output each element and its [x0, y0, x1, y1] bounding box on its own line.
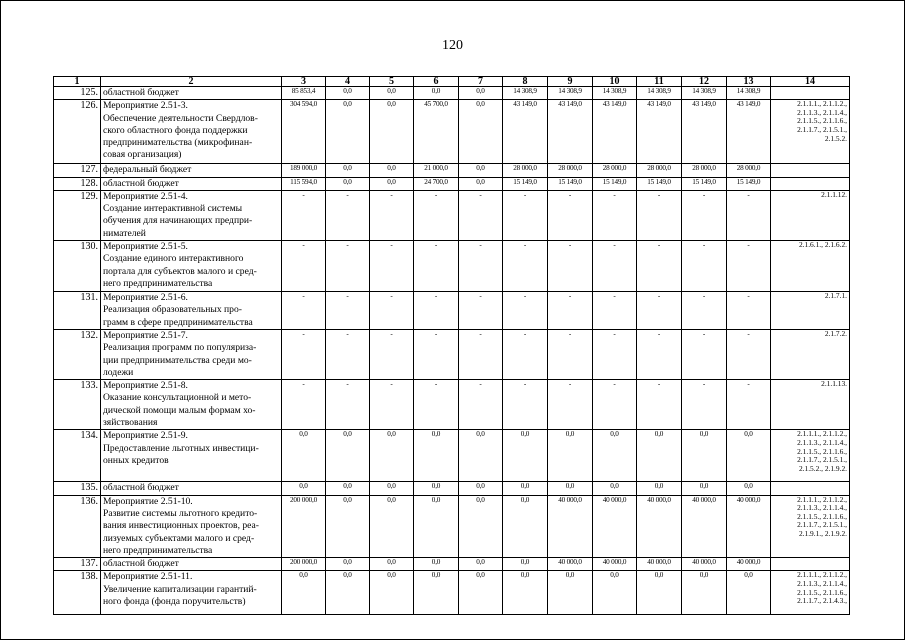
value-cell: - [370, 241, 414, 292]
table-row [54, 177, 850, 190]
activity-line: зяйствования [103, 417, 158, 429]
target-refs-cell [771, 495, 850, 557]
header-cell: 4 [326, 77, 370, 87]
value-cell: - [727, 292, 771, 330]
value-cell: 14 308,9 [593, 87, 637, 100]
value-cell: 43 149,0 [548, 100, 593, 164]
table-row [54, 329, 850, 379]
activity-cell [101, 571, 282, 615]
value-cell: 0,0 [370, 482, 414, 495]
table-row [54, 100, 850, 164]
value-cell: - [414, 292, 459, 330]
value-cell: 14 308,9 [548, 87, 593, 100]
value-cell: - [727, 190, 771, 240]
activity-cell [101, 100, 282, 164]
row-number: 130. [54, 241, 101, 292]
value-cell: 21 000,0 [414, 164, 459, 177]
value-cell: 43 149,0 [727, 100, 771, 164]
activity-line: грамм в сфере предпринимательства [103, 316, 253, 328]
target-ref: 2.1.1.3., 2.1.1.4., [797, 503, 847, 513]
value-cell: - [326, 292, 370, 330]
value-cell: - [682, 190, 727, 240]
value-cell: 15 149,0 [682, 177, 727, 190]
row-number: 135. [54, 482, 101, 495]
value-cell: 15 149,0 [503, 177, 548, 190]
table-row [54, 164, 850, 177]
value-cell: - [503, 190, 548, 240]
activity-line: Мероприятие 2.51-11. [103, 571, 193, 583]
target-ref: 2.1.1.7., 2.1.5.1., [797, 520, 847, 530]
target-ref: 2.1.1.5., 2.1.1.6., [797, 446, 847, 456]
value-cell: 40 000,0 [548, 558, 593, 571]
value-cell: 0,0 [370, 177, 414, 190]
target-ref: 2.1.1.5., 2.1.1.6., [797, 116, 847, 126]
value-cell: 0,0 [326, 177, 370, 190]
value-cell: - [414, 380, 459, 430]
value-cell: - [282, 380, 326, 430]
target-refs-cell [771, 100, 850, 164]
value-cell: 0,0 [593, 430, 637, 482]
row-number: 126. [54, 100, 101, 164]
target-refs-cell [771, 482, 850, 495]
value-cell: 0,0 [370, 100, 414, 164]
value-cell: 0,0 [414, 571, 459, 615]
activity-cell [101, 87, 282, 100]
header-cell: 13 [727, 77, 771, 87]
value-cell: - [459, 292, 503, 330]
header-cell: 14 [771, 77, 850, 87]
activity-line: Развитие системы льготного кредито- [103, 507, 258, 519]
value-cell: 0,0 [593, 571, 637, 615]
value-cell: - [282, 241, 326, 292]
activity-line: Мероприятие 2.51-10. [103, 495, 193, 507]
activity-line: ского областного фонда поддержки [103, 124, 248, 136]
value-cell: 0,0 [326, 558, 370, 571]
activity-line: федеральный бюджет [103, 164, 192, 176]
value-cell: - [459, 329, 503, 379]
value-cell: 0,0 [326, 482, 370, 495]
header-cell: 3 [282, 77, 326, 87]
activity-line: Мероприятие 2.51-5. [103, 241, 188, 253]
value-cell: 0,0 [370, 558, 414, 571]
value-cell: - [414, 329, 459, 379]
value-cell: - [282, 292, 326, 330]
value-cell: - [282, 329, 326, 379]
value-cell: 15 149,0 [727, 177, 771, 190]
header-cell: 7 [459, 77, 503, 87]
value-cell: 14 308,9 [637, 87, 682, 100]
target-ref: 2.1.6.1., 2.1.6.2. [798, 240, 847, 250]
table-row [54, 571, 850, 615]
value-cell: 0,0 [503, 495, 548, 557]
activity-cell [101, 380, 282, 430]
value-cell: 0,0 [414, 430, 459, 482]
target-ref: 2.1.1.5., 2.1.1.6., [797, 587, 847, 597]
target-ref: 2.1.1.7., 2.1.5.1., [797, 455, 847, 465]
value-cell: - [548, 292, 593, 330]
target-refs-cell [771, 241, 850, 292]
value-cell: - [459, 190, 503, 240]
value-cell: 14 308,9 [727, 87, 771, 100]
value-cell: - [503, 241, 548, 292]
header-row [54, 77, 850, 87]
table-row [54, 241, 850, 292]
activity-line: лодежи [103, 366, 134, 378]
row-number: 131. [54, 292, 101, 330]
value-cell: 0,0 [459, 164, 503, 177]
target-ref: 2.1.1.1., 2.1.1.2., [797, 99, 847, 109]
value-cell: 40 000,0 [682, 558, 727, 571]
value-cell: 0,0 [548, 571, 593, 615]
table-row [54, 292, 850, 330]
activity-line: областной бюджет [103, 482, 179, 494]
value-cell: - [370, 380, 414, 430]
value-cell: 40 000,0 [637, 558, 682, 571]
activity-line: дической помощи малым формам хо- [103, 404, 256, 416]
value-cell: 24 700,0 [414, 177, 459, 190]
header-cell: 12 [682, 77, 727, 87]
value-cell: 0,0 [414, 495, 459, 557]
target-ref: 2.1.5.2., 2.1.9.2. [798, 463, 847, 473]
row-number: 132. [54, 329, 101, 379]
value-cell: - [593, 380, 637, 430]
value-cell: - [503, 380, 548, 430]
target-refs-cell [771, 380, 850, 430]
value-cell: 0,0 [326, 495, 370, 557]
value-cell: 0,0 [282, 430, 326, 482]
activity-cell [101, 241, 282, 292]
value-cell: - [326, 190, 370, 240]
value-cell: - [593, 241, 637, 292]
value-cell: 28 000,0 [682, 164, 727, 177]
value-cell: 304 594,0 [282, 100, 326, 164]
value-cell: 0,0 [370, 495, 414, 557]
activity-line: областной бюджет [103, 177, 179, 189]
value-cell: - [727, 380, 771, 430]
row-number: 128. [54, 177, 101, 190]
activity-line: Увеличение капитализации гарантий- [103, 583, 257, 595]
target-ref: 2.1.1.3., 2.1.1.4., [797, 107, 847, 117]
value-cell: 43 149,0 [637, 100, 682, 164]
table-row [54, 495, 850, 557]
value-cell: - [548, 329, 593, 379]
value-cell: 40 000,0 [727, 558, 771, 571]
value-cell: 15 149,0 [548, 177, 593, 190]
activity-line: областной бюджет [103, 558, 179, 570]
value-cell: - [326, 241, 370, 292]
activity-line: вания инвестиционных проектов, реа- [103, 520, 259, 532]
value-cell: - [459, 380, 503, 430]
value-cell: - [727, 329, 771, 379]
target-ref: 2.1.1.7., 2.1.5.1., [797, 125, 847, 135]
activity-line: Создание единого интерактивного [103, 253, 244, 265]
value-cell: - [682, 380, 727, 430]
value-cell: 28 000,0 [503, 164, 548, 177]
value-cell: 40 000,0 [637, 495, 682, 557]
value-cell: 15 149,0 [637, 177, 682, 190]
value-cell: 0,0 [370, 87, 414, 100]
value-cell: 85 853,4 [282, 87, 326, 100]
header-cell: 5 [370, 77, 414, 87]
activity-line: нимателей [103, 227, 146, 239]
value-cell: - [370, 190, 414, 240]
activity-line: Мероприятие 2.51-9. [103, 430, 188, 442]
table-row [54, 87, 850, 100]
activity-line: него предпринимательства [103, 277, 213, 289]
value-cell: - [593, 190, 637, 240]
value-cell: 200 000,0 [282, 495, 326, 557]
activity-cell [101, 190, 282, 240]
table-row [54, 482, 850, 495]
value-cell: 28 000,0 [727, 164, 771, 177]
value-cell: 15 149,0 [593, 177, 637, 190]
activity-line: областной бюджет [103, 87, 179, 98]
value-cell: - [503, 329, 548, 379]
target-ref: 2.1.7.1. [824, 291, 847, 301]
value-cell: 0,0 [414, 482, 459, 495]
activity-line: Мероприятие 2.51-8. [103, 380, 188, 392]
target-refs-cell [771, 430, 850, 482]
activity-line: портала для субъектов малого и сред- [103, 265, 257, 277]
value-cell: 0,0 [326, 164, 370, 177]
value-cell: - [370, 292, 414, 330]
value-cell: 45 700,0 [414, 100, 459, 164]
value-cell: 0,0 [459, 430, 503, 482]
table-row [54, 558, 850, 571]
value-cell: - [370, 329, 414, 379]
target-refs-cell [771, 87, 850, 100]
value-cell: - [548, 241, 593, 292]
value-cell: 0,0 [459, 87, 503, 100]
value-cell: 115 594,0 [282, 177, 326, 190]
activity-line: ного фонда (фонда поручительств) [103, 596, 246, 608]
value-cell: 0,0 [593, 482, 637, 495]
value-cell: 0,0 [637, 571, 682, 615]
value-cell: 28 000,0 [637, 164, 682, 177]
value-cell: 0,0 [459, 571, 503, 615]
value-cell: 0,0 [459, 558, 503, 571]
value-cell: 0,0 [326, 100, 370, 164]
header-cell: 8 [503, 77, 548, 87]
value-cell: 28 000,0 [593, 164, 637, 177]
value-cell: 0,0 [637, 430, 682, 482]
value-cell: 43 149,0 [682, 100, 727, 164]
target-ref: 2.1.1.1., 2.1.1.2., [797, 570, 847, 580]
header-cell: 10 [593, 77, 637, 87]
activity-cell [101, 177, 282, 190]
value-cell: - [593, 292, 637, 330]
value-cell: 0,0 [503, 482, 548, 495]
row-number: 127. [54, 164, 101, 177]
financing-table [53, 76, 850, 615]
activity-line: Мероприятие 2.51-3. [103, 100, 188, 112]
target-refs-cell [771, 329, 850, 379]
target-ref: 2.1.1.13. [821, 379, 847, 389]
value-cell: 0,0 [370, 430, 414, 482]
activity-line: лизуемых субъектами малого и сред- [103, 532, 255, 544]
value-cell: 40 000,0 [593, 558, 637, 571]
value-cell: 0,0 [548, 430, 593, 482]
header-cell: 9 [548, 77, 593, 87]
value-cell: 200 000,0 [282, 558, 326, 571]
value-cell: 0,0 [326, 430, 370, 482]
value-cell: - [637, 292, 682, 330]
value-cell: 0,0 [727, 430, 771, 482]
value-cell: 0,0 [548, 482, 593, 495]
value-cell: 0,0 [682, 430, 727, 482]
value-cell: 0,0 [459, 495, 503, 557]
target-refs-cell [771, 558, 850, 571]
value-cell: 0,0 [282, 482, 326, 495]
activity-line: Оказание консультационной и мето- [103, 392, 252, 404]
activity-line: Мероприятие 2.51-6. [103, 292, 188, 304]
target-refs-cell [771, 571, 850, 615]
target-ref: 2.1.1.7., 2.1.4.3., [797, 596, 847, 606]
value-cell: 40 000,0 [682, 495, 727, 557]
activity-cell [101, 164, 282, 177]
target-ref: 2.1.1.1., 2.1.1.2., [797, 495, 847, 504]
value-cell: 40 000,0 [727, 495, 771, 557]
value-cell: - [326, 329, 370, 379]
target-ref: 2.1.1.1., 2.1.1.2., [797, 429, 847, 439]
value-cell: - [637, 190, 682, 240]
value-cell: 0,0 [414, 558, 459, 571]
activity-line: него предпринимательства [103, 544, 213, 556]
activity-line: ции предпринимательства среди мо- [103, 354, 252, 366]
activity-line: Мероприятие 2.51-7. [103, 329, 188, 341]
value-cell: - [637, 241, 682, 292]
target-refs-cell [771, 177, 850, 190]
value-cell: 0,0 [637, 482, 682, 495]
value-cell: 0,0 [326, 87, 370, 100]
value-cell: - [414, 241, 459, 292]
value-cell: 189 000,0 [282, 164, 326, 177]
value-cell: - [282, 190, 326, 240]
row-number: 129. [54, 190, 101, 240]
target-ref: 2.1.9.1., 2.1.9.2. [798, 529, 847, 539]
value-cell: 0,0 [503, 430, 548, 482]
activity-cell [101, 430, 282, 482]
header-cell: 6 [414, 77, 459, 87]
value-cell: 14 308,9 [503, 87, 548, 100]
target-refs-cell [771, 292, 850, 330]
value-cell: 28 000,0 [548, 164, 593, 177]
target-ref: 2.1.7.2. [824, 329, 847, 338]
value-cell: 0,0 [459, 177, 503, 190]
value-cell: 40 000,0 [548, 495, 593, 557]
activity-line: Реализация образовательных про- [103, 304, 242, 316]
value-cell: 0,0 [414, 87, 459, 100]
value-cell: 0,0 [326, 571, 370, 615]
header-cell: 2 [101, 77, 282, 87]
row-number: 134. [54, 430, 101, 482]
activity-cell [101, 329, 282, 379]
value-cell: 40 000,0 [593, 495, 637, 557]
activity-line: онных кредитов [103, 454, 169, 466]
value-cell: 0,0 [682, 482, 727, 495]
activity-line: предпринимательства (микрофинан- [103, 137, 253, 149]
row-number: 136. [54, 495, 101, 557]
row-number: 137. [54, 558, 101, 571]
table-row [54, 430, 850, 482]
activity-line: Мероприятие 2.51-4. [103, 190, 188, 202]
value-cell: - [682, 241, 727, 292]
table-row [54, 380, 850, 430]
row-number: 138. [54, 571, 101, 615]
value-cell: - [727, 241, 771, 292]
target-ref: 2.1.1.5., 2.1.1.6., [797, 511, 847, 521]
page-number: 120 [442, 38, 463, 53]
activity-cell [101, 292, 282, 330]
value-cell: 0,0 [682, 571, 727, 615]
value-cell: - [637, 329, 682, 379]
target-refs-cell [771, 190, 850, 240]
value-cell: - [548, 380, 593, 430]
value-cell: - [548, 190, 593, 240]
row-number: 133. [54, 380, 101, 430]
value-cell: - [682, 329, 727, 379]
activity-line: совая организация) [103, 149, 182, 161]
target-ref: 2.1.1.3., 2.1.1.4., [797, 579, 847, 589]
value-cell: 0,0 [503, 571, 548, 615]
value-cell: - [682, 292, 727, 330]
value-cell: 43 149,0 [593, 100, 637, 164]
value-cell: - [326, 380, 370, 430]
value-cell: 0,0 [503, 558, 548, 571]
value-cell: 14 308,9 [682, 87, 727, 100]
value-cell: 0,0 [459, 482, 503, 495]
activity-line: Обеспечение деятельности Свердлов- [103, 112, 258, 124]
target-ref: 2.1.5.2. [824, 133, 847, 143]
header-cell: 11 [637, 77, 682, 87]
header-cell: 1 [54, 77, 101, 87]
table-row [54, 190, 850, 240]
activity-line: обучения для начинающих предпри- [103, 215, 253, 227]
value-cell: - [637, 380, 682, 430]
activity-line: Реализация программ по популяриза- [103, 342, 257, 354]
value-cell: 0,0 [459, 100, 503, 164]
value-cell: - [593, 329, 637, 379]
value-cell: - [459, 241, 503, 292]
value-cell: 0,0 [727, 482, 771, 495]
activity-line: Предоставление льготных инвестици- [103, 442, 259, 454]
activity-cell [101, 482, 282, 495]
target-ref: 2.1.1.12. [821, 190, 847, 199]
row-number: 125. [54, 87, 101, 100]
value-cell: - [414, 190, 459, 240]
value-cell: 0,0 [727, 571, 771, 615]
value-cell: 43 149,0 [503, 100, 548, 164]
value-cell: - [503, 292, 548, 330]
activity-line: Создание интерактивной системы [103, 203, 243, 215]
target-ref: 2.1.1.3., 2.1.1.4., [797, 437, 847, 447]
value-cell: 0,0 [370, 571, 414, 615]
value-cell: 0,0 [282, 571, 326, 615]
target-refs-cell [771, 164, 850, 177]
value-cell: 0,0 [370, 164, 414, 177]
activity-cell [101, 495, 282, 557]
activity-cell [101, 558, 282, 571]
